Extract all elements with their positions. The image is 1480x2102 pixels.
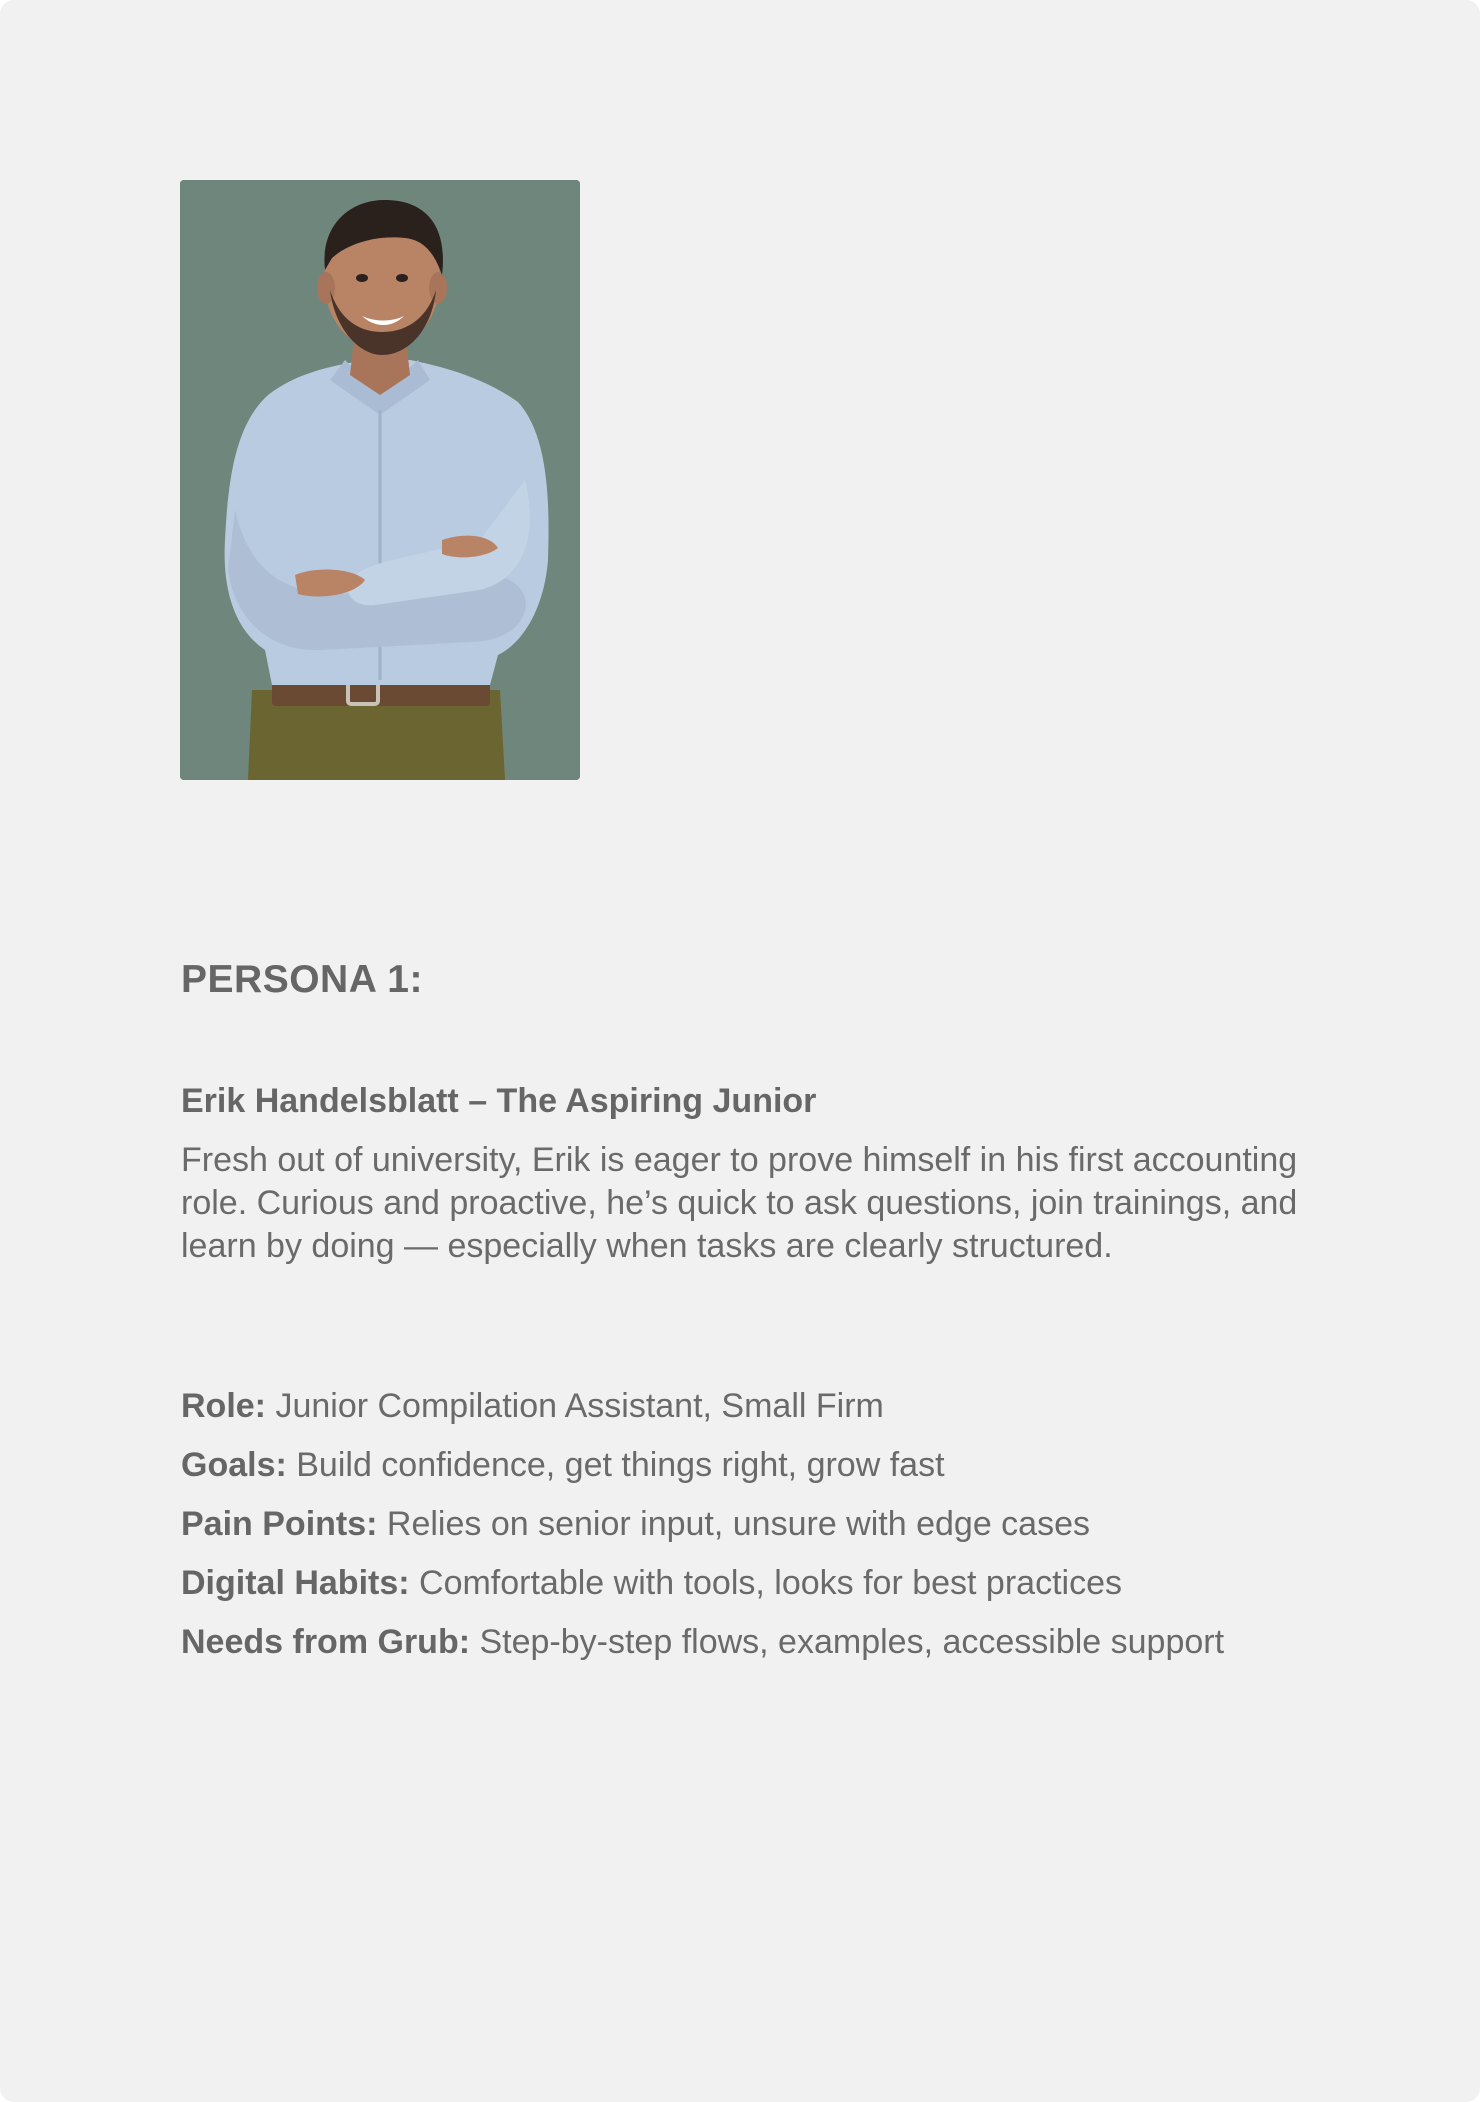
attribute-value: Build confidence, get things right, grow fast	[286, 1446, 945, 1484]
attribute-key: Pain Points:	[181, 1505, 378, 1543]
attribute-needs	[181, 1621, 1261, 1664]
attribute-pain-points	[181, 1503, 1261, 1546]
attribute-role	[181, 1385, 1261, 1428]
attribute-goals	[181, 1444, 1261, 1487]
attribute-value: Step-by-step flows, examples, accessible support	[470, 1623, 1225, 1661]
persona-description: Fresh out of university, Erik is eager to prove himself in his first accounting role. Curious and proactive, he’s quick to ask questions, join trainings, and learn by doing — especially when tasks are clearly structured.	[181, 1141, 1298, 1265]
persona-photo	[180, 180, 580, 780]
attribute-key: Goals:	[181, 1446, 287, 1484]
right-eye	[396, 274, 408, 282]
persona-name: Erik Handelsblatt – The Aspiring Junior	[181, 1082, 817, 1120]
attribute-value: Comfortable with tools, looks for best practices	[409, 1564, 1122, 1602]
persona-label: PERSONA 1:	[181, 958, 423, 1001]
attribute-value: Junior Compilation Assistant, Small Firm	[266, 1387, 884, 1425]
attribute-value: Relies on senior input, unsure with edge cases	[377, 1505, 1090, 1543]
attribute-digital-habits	[181, 1562, 1261, 1605]
persona-portrait-illustration	[180, 180, 580, 780]
attribute-key: Needs from Grub:	[181, 1623, 471, 1661]
attribute-key: Digital Habits:	[181, 1564, 410, 1602]
attribute-key: Role:	[181, 1387, 266, 1425]
persona-attributes	[181, 1385, 1261, 1680]
left-eye	[356, 274, 368, 282]
right-ear	[429, 272, 447, 304]
